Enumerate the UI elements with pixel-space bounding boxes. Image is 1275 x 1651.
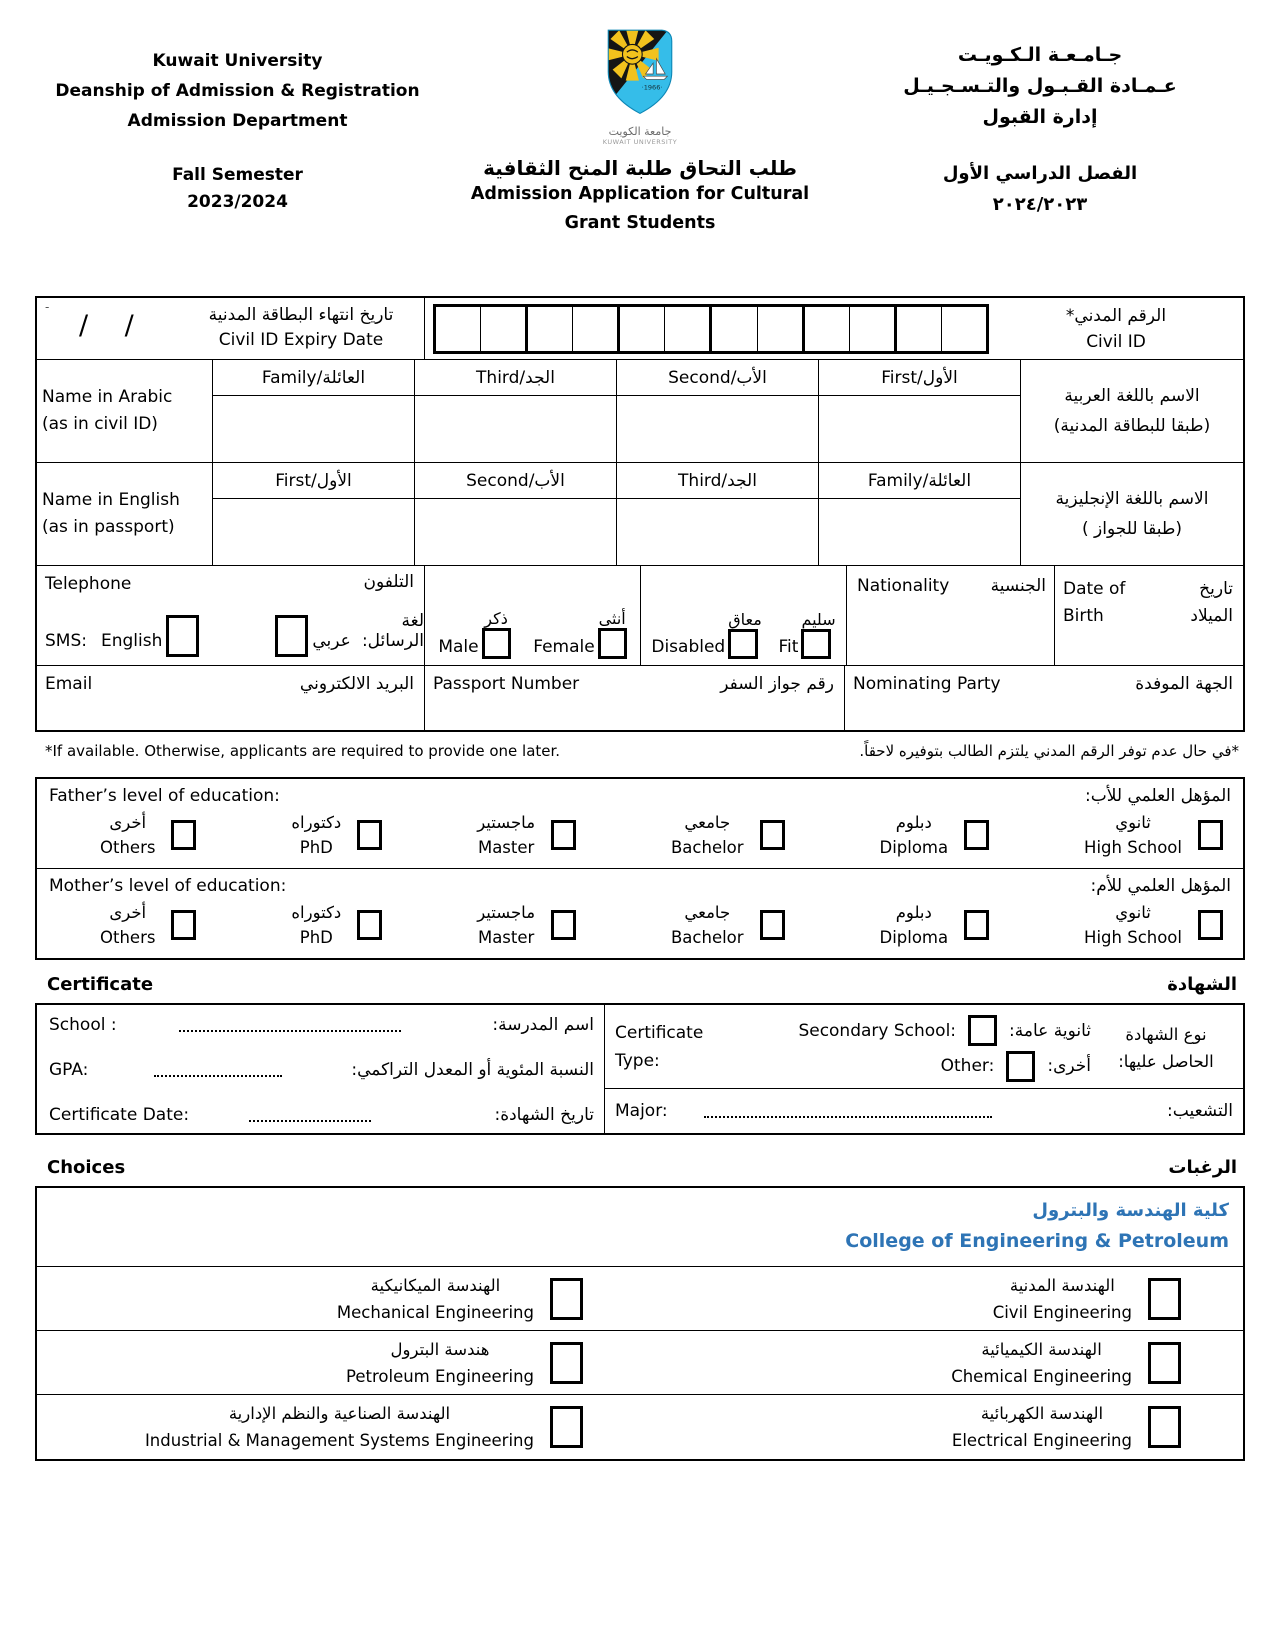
org-department-ar: إدارة القبول — [982, 106, 1098, 128]
org-block-en — [45, 46, 430, 136]
choices-heading-ar: الرغبات — [1168, 1157, 1237, 1178]
name-en-row-label-2: (as in passport) — [42, 517, 175, 537]
others-label-ar: أخرى — [109, 813, 147, 832]
certificate-right-column — [605, 1005, 1243, 1133]
telephone-label-en: Telephone — [45, 574, 132, 594]
diploma-label-ar: دبلوم — [895, 813, 932, 832]
academic-year-ar: ٢٠٢٤/٢٠٢٣ — [992, 194, 1088, 215]
secondary-school-checkbox[interactable] — [968, 1015, 997, 1046]
choices-row-1 — [37, 1267, 1243, 1331]
name-ar-first-col — [819, 360, 1021, 462]
father-education-options — [45, 808, 1235, 860]
choices-row-2 — [37, 1331, 1243, 1395]
email-label-ar: البريد الالكتروني — [299, 674, 414, 694]
nominating-label-en: Nominating Party — [853, 674, 1001, 694]
title-block — [425, 28, 855, 238]
name-en-side-label-1: الاسم باللغة الإنجليزية — [1055, 489, 1209, 509]
father-bachelor-checkbox[interactable] — [760, 820, 785, 850]
gender-female-option — [533, 609, 626, 659]
email-label-en: Email — [45, 674, 93, 694]
name-en-first-input[interactable] — [213, 499, 414, 565]
footnote-ar: *في حال عدم توفر الرقم المدني يلتزم الطالب بتوفيره لاحقاً. — [859, 742, 1239, 760]
chemical-engineering-checkbox[interactable] — [1148, 1342, 1181, 1384]
mechanical-label-ar: الهندسة الميكانيكية — [370, 1275, 501, 1295]
certificate-date-label-ar: تاريخ الشهادة: — [494, 1105, 594, 1125]
fit-label-en: Fit — [778, 637, 799, 657]
sms-arabic-label: عربي — [312, 631, 351, 651]
name-ar-family-col — [213, 360, 415, 462]
semester-block-ar — [840, 158, 1240, 220]
civil-label-en: Civil Engineering — [992, 1302, 1132, 1322]
name-en-family-input[interactable] — [819, 499, 1020, 565]
name-ar-second-header: Second/الأب — [617, 360, 818, 396]
dob-label-ar-1: تاريخ — [1199, 579, 1233, 599]
father-phd-checkbox[interactable] — [357, 820, 382, 850]
name-ar-side-label-2: (طبقا للبطاقة المدنية) — [1053, 416, 1211, 436]
male-label-en: Male — [438, 637, 479, 657]
form-title-en-line1: Admission Application for Cultural — [470, 184, 810, 204]
bachelor-label-ar: جامعي — [684, 903, 731, 922]
petroleum-engineering-option — [37, 1331, 635, 1394]
fit-label-ar: سليم — [801, 610, 836, 629]
mother-others-option — [100, 900, 196, 950]
certificate-table — [35, 1003, 1245, 1135]
mother-others-checkbox[interactable] — [171, 910, 196, 940]
industrial-engineering-checkbox[interactable] — [550, 1406, 583, 1448]
sms-english-label: English — [100, 631, 163, 651]
civil-id-digit-box[interactable] — [941, 307, 986, 351]
form-header — [35, 0, 1245, 296]
male-checkbox[interactable] — [482, 628, 511, 659]
personal-data-table — [35, 296, 1245, 732]
chemical-label-en: Chemical Engineering — [951, 1366, 1132, 1386]
master-label-en: Master — [477, 928, 535, 947]
passport-label-ar: رقم جواز السفر — [720, 674, 834, 694]
petroleum-label-ar: هندسة البترول — [390, 1339, 490, 1359]
civil-id-digit-box[interactable] — [664, 307, 709, 351]
passport-label-en: Passport Number — [433, 674, 580, 694]
stray-mark: - — [45, 300, 50, 314]
petroleum-label-en: Petroleum Engineering — [345, 1366, 534, 1386]
college-name-en: College of Engineering & Petroleum — [845, 1230, 1229, 1252]
father-education-label-en: Father’s level of education: — [49, 786, 280, 806]
name-ar-third-header: Third/الجد — [415, 360, 616, 396]
electrical-engineering-checkbox[interactable] — [1148, 1406, 1181, 1448]
name-ar-second-input[interactable] — [617, 396, 818, 462]
date-of-birth-cell[interactable] — [1055, 566, 1243, 665]
master-label-ar: ماجستير — [477, 903, 536, 922]
bachelor-label-en: Bachelor — [670, 928, 744, 947]
org-name-ar: جـامـعـة الـكـويـت — [957, 44, 1123, 66]
other-certificate-option — [727, 1051, 1091, 1082]
name-en-second-col — [415, 463, 617, 565]
secondary-school-option — [727, 1015, 1091, 1046]
name-ar-first-input[interactable] — [819, 396, 1020, 462]
academic-year-en: 2023/2024 — [187, 192, 288, 212]
name-ar-row-label-1: Name in Arabic — [42, 387, 173, 407]
mother-education-options — [45, 898, 1235, 950]
mother-education-label-en: Mother’s level of education: — [49, 876, 287, 896]
school-input-line[interactable] — [179, 1018, 401, 1032]
name-ar-third-col — [415, 360, 617, 462]
civil-label-ar: الهندسة المدنية — [1009, 1275, 1115, 1295]
name-ar-third-input[interactable] — [415, 396, 616, 462]
university-logo — [601, 28, 679, 146]
name-ar-side-label-1: الاسم باللغة العربية — [1064, 386, 1200, 406]
choices-heading — [35, 1135, 1245, 1186]
mechanical-engineering-option — [37, 1267, 635, 1330]
name-arabic-row — [37, 360, 1243, 463]
expiry-label-ar: تاريخ انتهاء البطاقة المدنية — [208, 305, 394, 325]
name-en-side-label-2: (طبقا للجواز ) — [1081, 519, 1182, 539]
logo-year: ·1966· — [641, 83, 663, 92]
civil-id-digit-box[interactable] — [480, 307, 525, 351]
footnote-en: *If available. Otherwise, applicants are required to provide one later. — [45, 742, 561, 760]
gender-cell — [425, 566, 641, 665]
name-ar-first-header: First/الأول — [819, 360, 1020, 396]
others-label-en: Others — [100, 838, 156, 857]
dob-label-ar-2: الميلاد — [1190, 606, 1233, 626]
mother-master-checkbox[interactable] — [551, 910, 576, 940]
mother-education-section — [37, 868, 1243, 958]
fit-option — [779, 610, 836, 659]
master-label-ar: ماجستير — [477, 813, 536, 832]
highschool-label-ar: ثانوي — [1115, 813, 1151, 832]
sms-arabic-checkbox[interactable] — [275, 615, 308, 657]
fit-checkbox[interactable] — [801, 629, 831, 659]
civil-id-label-en: Civil ID — [1086, 331, 1146, 352]
civil-id-row — [37, 298, 1243, 360]
certificate-type-label-1: Certificate — [615, 1023, 704, 1043]
org-department-en: Admission Department — [127, 111, 348, 131]
industrial-label-en: Industrial & Management Systems Engineering — [144, 1431, 534, 1450]
choices-heading-en: Choices — [47, 1157, 126, 1178]
name-ar-family-input[interactable] — [213, 396, 414, 462]
telephone-row — [37, 566, 1243, 666]
female-label-ar: أنثى — [598, 609, 626, 628]
diploma-label-en: Diploma — [879, 838, 949, 857]
highschool-label-en: High School — [1084, 928, 1182, 947]
org-deanship-en: Deanship of Admission & Registration — [55, 81, 420, 101]
college-name-ar: كلية الهندسة والبترول — [1032, 1200, 1229, 1221]
father-master-checkbox[interactable] — [551, 820, 576, 850]
chemical-engineering-option — [635, 1331, 1243, 1394]
major-row — [605, 1089, 1243, 1133]
certificate-left-column — [37, 1005, 605, 1133]
mother-highschool-checkbox[interactable] — [1198, 910, 1223, 940]
civil-id-footnote — [35, 732, 1245, 772]
name-ar-second-col — [617, 360, 819, 462]
mechanical-label-en: Mechanical Engineering — [336, 1302, 534, 1322]
choices-row-3 — [37, 1395, 1243, 1459]
civil-id-digit-box[interactable] — [849, 307, 894, 351]
male-label-ar: ذكر — [484, 609, 508, 628]
highschool-label-ar: ثانوي — [1115, 903, 1151, 922]
secondary-school-label-ar: ثانوية عامة: — [1009, 1020, 1091, 1041]
phd-label-en: PhD — [299, 928, 333, 947]
gpa-input-line[interactable] — [154, 1063, 282, 1077]
electrical-engineering-option — [635, 1395, 1243, 1459]
petroleum-engineering-checkbox[interactable] — [550, 1342, 583, 1384]
name-ar-row-label-2: (as in civil ID) — [42, 414, 158, 434]
father-others-checkbox[interactable] — [171, 820, 196, 850]
father-highschool-checkbox[interactable] — [1198, 820, 1223, 850]
mother-bachelor-option — [671, 900, 785, 950]
dob-label-en-1: Date of — [1063, 579, 1126, 599]
major-input-line[interactable] — [704, 1104, 992, 1118]
name-en-second-input[interactable] — [415, 499, 616, 565]
school-label-en: School : — [49, 1015, 117, 1035]
industrial-engineering-option — [37, 1395, 635, 1459]
civil-id-digit-box[interactable] — [709, 307, 756, 351]
other-label-ar: أخرى: — [1047, 1056, 1091, 1077]
major-label-ar: التشعيب: — [1167, 1101, 1233, 1121]
phd-label-ar: دكتوراه — [291, 813, 342, 832]
father-master-option — [477, 810, 576, 860]
name-ar-family-header: Family/العائلة — [213, 360, 414, 396]
mother-phd-checkbox[interactable] — [357, 910, 382, 940]
civil-engineering-option — [635, 1267, 1243, 1330]
name-en-first-header: First/الأول — [213, 463, 414, 499]
civil-id-label-ar: الرقم المدني* — [1065, 305, 1167, 326]
certificate-type-label-2: Type: — [615, 1051, 660, 1071]
certificate-heading — [35, 960, 1245, 1003]
school-label-ar: اسم المدرسة: — [492, 1015, 594, 1035]
email-row — [37, 666, 1243, 730]
telephone-cell — [37, 566, 425, 665]
electrical-label-ar: الهندسة الكهربائية — [980, 1404, 1104, 1423]
telephone-label-ar: التلفون — [363, 572, 414, 592]
other-label-en: Other: — [940, 1056, 995, 1077]
name-en-third-col — [617, 463, 819, 565]
civil-id-digit-box[interactable] — [572, 307, 617, 351]
gpa-label-en: GPA: — [49, 1060, 89, 1080]
father-diploma-option — [879, 810, 989, 860]
female-label-en: Female — [533, 637, 595, 657]
logo-caption-en: KUWAIT UNIVERSITY — [602, 138, 678, 146]
civil-id-digit-grid[interactable] — [433, 304, 989, 354]
master-label-en: Master — [477, 838, 535, 857]
civil-id-digit-box[interactable] — [757, 307, 802, 351]
mother-highschool-option — [1084, 900, 1223, 950]
certificate-date-input-line[interactable] — [249, 1108, 371, 1122]
form-title-ar: طلب التحاق طلبة المنح الثقافية — [483, 156, 797, 180]
civil-id-expiry-cell — [37, 298, 425, 359]
nationality-label-en: Nationality — [857, 576, 950, 596]
civil-id-digit-box[interactable] — [436, 307, 480, 351]
disabled-label-en: Disabled — [651, 637, 726, 657]
civil-id-digit-box[interactable] — [894, 307, 941, 351]
parents-education-table — [35, 777, 1245, 960]
father-education-section — [37, 779, 1243, 868]
certificate-heading-en: Certificate — [47, 974, 154, 995]
certificate-date-label-en: Certificate Date: — [49, 1105, 190, 1125]
major-label-en: Major: — [615, 1101, 668, 1121]
other-certificate-checkbox[interactable] — [1006, 1051, 1035, 1082]
electrical-label-en: Electrical Engineering — [951, 1431, 1132, 1450]
female-checkbox[interactable] — [598, 628, 627, 659]
disabled-label-ar: معاق — [728, 610, 762, 629]
mother-phd-option — [291, 900, 382, 950]
bachelor-label-ar: جامعي — [684, 813, 731, 832]
diploma-label-en: Diploma — [879, 928, 949, 947]
others-label-ar: أخرى — [109, 903, 147, 922]
industrial-label-ar: الهندسة الصناعية والنظم الإدارية — [228, 1404, 451, 1423]
mother-diploma-option — [879, 900, 989, 950]
certificate-type-label-ar-1: نوع الشهادة — [1125, 1025, 1207, 1044]
name-en-family-header: Family/العائلة — [819, 463, 1020, 499]
ability-cell — [641, 566, 847, 665]
certificate-type-label-ar-2: الحاصل عليها: — [1118, 1052, 1214, 1071]
semester-ar: الفصل الدراسي الأول — [942, 163, 1138, 184]
phd-label-en: PhD — [299, 838, 333, 857]
sms-language-group — [45, 611, 424, 657]
nationality-label-ar: الجنسية — [990, 576, 1046, 596]
mother-diploma-checkbox[interactable] — [964, 910, 989, 940]
name-en-third-input[interactable] — [617, 499, 818, 565]
choices-table — [35, 1186, 1245, 1461]
sms-label: SMS: — [45, 631, 87, 651]
org-name-en: Kuwait University — [152, 51, 323, 71]
certificate-type-cell — [605, 1005, 1243, 1089]
bachelor-label-en: Bachelor — [670, 838, 744, 857]
mother-education-label-ar: المؤهل العلمي للأم: — [1090, 876, 1231, 896]
disabled-checkbox[interactable] — [728, 629, 758, 659]
others-label-en: Others — [100, 928, 156, 947]
civil-id-area — [425, 298, 1243, 359]
org-block-ar — [840, 40, 1240, 133]
mother-master-option — [477, 900, 576, 950]
expiry-label-en: Civil ID Expiry Date — [218, 330, 384, 350]
gpa-row — [49, 1060, 594, 1080]
chemical-label-ar: الهندسة الكيميائية — [981, 1339, 1102, 1359]
father-education-label-ar: المؤهل العلمي للأب: — [1085, 786, 1231, 806]
disabled-option — [651, 610, 761, 659]
nominating-party-cell[interactable] — [845, 666, 1243, 730]
father-diploma-checkbox[interactable] — [964, 820, 989, 850]
diploma-label-ar: دبلوم — [895, 903, 932, 922]
father-bachelor-option — [671, 810, 785, 860]
civil-engineering-checkbox[interactable] — [1148, 1278, 1181, 1320]
father-highschool-option — [1084, 810, 1223, 860]
name-en-third-header: Third/الجد — [617, 463, 818, 499]
civil-id-digit-box[interactable] — [617, 307, 664, 351]
father-phd-option — [291, 810, 382, 860]
highschool-label-en: High School — [1084, 838, 1182, 857]
secondary-school-label-en: Secondary School: — [798, 1020, 957, 1041]
expiry-date-slashes[interactable]: / / — [79, 310, 148, 341]
university-shield-icon — [601, 28, 679, 120]
nominating-label-ar: الجهة الموفدة — [1135, 674, 1233, 694]
civil-id-digit-box[interactable] — [525, 307, 572, 351]
phd-label-ar: دكتوراه — [291, 903, 342, 922]
mechanical-engineering-checkbox[interactable] — [550, 1278, 583, 1320]
sms-language-label-ar: لغة الرسائل: — [361, 611, 424, 651]
gender-male-option — [438, 609, 510, 659]
school-row — [49, 1015, 594, 1035]
name-english-row — [37, 463, 1243, 566]
passport-number-cell[interactable] — [425, 666, 845, 730]
college-header — [37, 1188, 1243, 1267]
form-title-en-line2: Grant Students — [564, 213, 716, 233]
name-en-second-header: Second/الأب — [415, 463, 616, 499]
logo-caption-ar: جامعة الكويت — [608, 125, 672, 138]
email-cell[interactable] — [37, 666, 425, 730]
dob-label-en-2: Birth — [1063, 606, 1104, 626]
semester-en: Fall Semester — [172, 165, 303, 185]
sms-english-checkbox[interactable] — [166, 615, 199, 657]
gpa-label-ar: النسبة المئوية أو المعدل التراكمي: — [351, 1060, 594, 1080]
mother-bachelor-checkbox[interactable] — [760, 910, 785, 940]
application-form-page — [35, 0, 1245, 1461]
civil-id-digit-box[interactable] — [802, 307, 849, 351]
nationality-cell[interactable] — [847, 566, 1055, 665]
name-en-row-label-1: Name in English — [42, 490, 180, 510]
name-en-family-col — [819, 463, 1021, 565]
org-deanship-ar: عـمـادة القـبـول والتـسـجـيـل — [903, 75, 1177, 97]
name-en-first-col — [213, 463, 415, 565]
father-others-option — [100, 810, 196, 860]
semester-block-en — [45, 162, 430, 216]
certificate-heading-ar: الشهادة — [1167, 974, 1237, 995]
certificate-date-row — [49, 1105, 594, 1125]
